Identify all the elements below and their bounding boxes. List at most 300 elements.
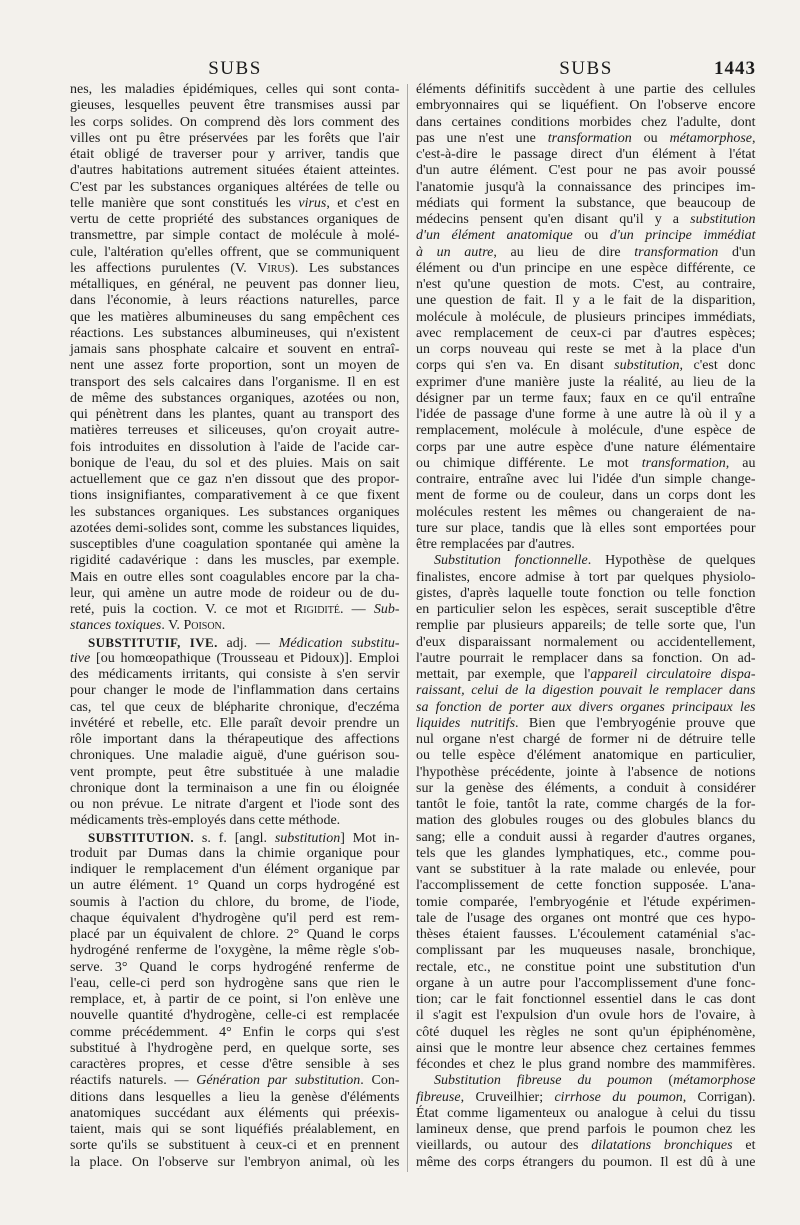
italic-run: Substitution fibreuse du poumon bbox=[434, 1073, 653, 1089]
text-line bbox=[416, 488, 756, 504]
text-line bbox=[70, 98, 400, 114]
text-run: qui pénètrent dans les plantes, quant au transport des bbox=[70, 407, 400, 422]
text-line bbox=[70, 358, 400, 374]
text-run: et bbox=[732, 1138, 756, 1154]
text-run: d'eux disparaissant normalement ou accidentellement, bbox=[416, 634, 756, 650]
text-line bbox=[70, 375, 400, 391]
text-run: Mais en outre elles sont coagulables encore par la cha- bbox=[70, 569, 400, 585]
text-run: comme précédemment. 4° Enfin le corps qui s'est bbox=[70, 1024, 400, 1040]
text-run: médicaments très-employés dans cette méthode. bbox=[70, 813, 341, 829]
line-content bbox=[70, 586, 400, 601]
text-run: désigner par un terme faux; faux en ce qu'il entraîne bbox=[416, 390, 756, 406]
line-content bbox=[416, 98, 756, 113]
line-content bbox=[416, 342, 756, 357]
text-run: anatomiques succédant aux éléments qui préexis- bbox=[70, 1105, 400, 1121]
text-line bbox=[416, 781, 756, 797]
line-content bbox=[70, 505, 400, 520]
text-line bbox=[416, 635, 756, 651]
text-run: hydrogéné renferme de l'oxygène, la même règle s'ob- bbox=[70, 943, 400, 959]
line-content bbox=[70, 1122, 400, 1137]
text-run: cas, tel que ceux de blépharite chronique, d'eczéma bbox=[70, 699, 400, 715]
text-run: invétéré et rebelle, etc. Elle paraît devoir prendre un bbox=[70, 715, 400, 731]
text-run: caractères propres, et cesse d'être sensible à ses bbox=[70, 1057, 400, 1072]
text-run: éléments définitifs succèdent à une partie des cellules bbox=[416, 82, 756, 97]
text-run: les substances organiques. Les substances organiques bbox=[70, 504, 400, 520]
italic-run: d'un principe immédiat bbox=[609, 228, 756, 244]
line-content bbox=[70, 813, 340, 828]
text-run: d'autres habitations autrement situées étaient atteintes. bbox=[70, 163, 400, 179]
text-line bbox=[416, 748, 756, 764]
line-content bbox=[70, 521, 400, 536]
text-run: sang; elle a conduit aussi à regarder d'autres organes, bbox=[416, 829, 756, 845]
text-run: l'idée de passage d'une forme à une autre là où il y a bbox=[416, 407, 756, 422]
line-content bbox=[70, 423, 400, 438]
text-run: élément ou d'un principe en une espèce différente, ce bbox=[416, 260, 756, 276]
text-line bbox=[416, 326, 756, 342]
text-run: placé par un équivalent de chlore. 2° Quand le corps bbox=[70, 927, 400, 942]
italic-run: transformation bbox=[634, 244, 719, 260]
text-run: tels que les glandes lymphatiques, etc., comme pou- bbox=[416, 845, 756, 861]
line-content bbox=[70, 992, 400, 1007]
italic-run: substitution bbox=[274, 830, 341, 846]
text-line bbox=[416, 423, 756, 439]
text-run: sur la genèse des éléments, a conduit à considérer bbox=[416, 780, 756, 796]
text-line bbox=[70, 440, 400, 456]
italic-run: Génération par substitution bbox=[196, 1073, 361, 1089]
text-line bbox=[70, 147, 400, 163]
text-run: tale de l'usage des organes ont montré que ces hypo- bbox=[416, 910, 756, 926]
text-run: contraire, entraîne avec lui l'idée d'un simple change- bbox=[416, 472, 756, 487]
text-line bbox=[416, 212, 756, 228]
text-line bbox=[70, 635, 400, 651]
text-run: rôle important dans la thérapeutique des affections bbox=[70, 732, 400, 747]
line-content bbox=[416, 895, 756, 910]
text-run: pas une n'est une bbox=[416, 130, 548, 146]
line-content bbox=[70, 212, 400, 227]
text-run: complissant par les muqueuses nasale, bronchique, bbox=[416, 943, 756, 959]
text-line bbox=[416, 196, 756, 212]
text-run: soumis à l'action du chlore, du brome, de l'iode, bbox=[70, 894, 400, 910]
text-run: [ou homœopathique (Trousseau et Pidoux)]. Emploi bbox=[90, 650, 400, 666]
text-run: ). Les substances bbox=[290, 260, 400, 276]
line-content bbox=[70, 147, 400, 162]
line-content bbox=[70, 700, 400, 715]
text-run: ditions dans lesquelles a lieu la genèse d'éléments bbox=[70, 1089, 400, 1105]
text-line bbox=[416, 1155, 756, 1171]
text-run: vieillards, ou autour des bbox=[416, 1138, 592, 1154]
text-line bbox=[70, 326, 400, 342]
text-run: jamais sans phosphate calcaire et souvent en entraî- bbox=[70, 342, 400, 357]
text-run: finalistes, encore admise à tort par quelques physiolo- bbox=[416, 569, 756, 585]
text-run: nul organe n'est chargé de former ni de détruire telle bbox=[416, 732, 756, 747]
text-line bbox=[70, 1057, 400, 1073]
text-line bbox=[416, 537, 756, 553]
text-line bbox=[416, 700, 756, 716]
text-run: réactions. Les substances albumineuses, qui n'existent bbox=[70, 325, 400, 341]
text-line bbox=[416, 976, 756, 992]
line-content bbox=[416, 862, 756, 877]
text-run: . Bien que l'embryogénie prouve que bbox=[515, 715, 756, 731]
text-run: les affections purulentes (V. bbox=[70, 260, 258, 276]
text-line bbox=[416, 245, 756, 261]
text-run: . Hypothèse de quelques bbox=[587, 553, 756, 569]
line-content bbox=[70, 1025, 400, 1040]
text-run: être remplacées par d'autres. bbox=[416, 537, 575, 552]
text-run: dans l'économie, à leurs réactions naturelles, parce bbox=[70, 293, 400, 309]
text-run: même des corps étrangers du poumon. Il est dû à une bbox=[416, 1154, 756, 1170]
text-line bbox=[416, 667, 756, 683]
text-line bbox=[416, 147, 756, 163]
text-line bbox=[70, 570, 400, 586]
text-line bbox=[70, 927, 400, 943]
line-content bbox=[416, 960, 756, 975]
line-content bbox=[70, 683, 400, 698]
text-run: fécondes et chez le plus grand nombre des mammifères. bbox=[416, 1057, 756, 1072]
italic-run: raissant, celui de la digestion pouvait le remplacer dans bbox=[416, 683, 756, 699]
text-line bbox=[70, 521, 400, 537]
text-run: d'un autre élément. C'est pour ne pas avoir poussé bbox=[416, 163, 756, 179]
line-content bbox=[70, 456, 400, 471]
line-content bbox=[416, 147, 756, 162]
line-content bbox=[70, 1155, 400, 1170]
small-caps-reference: Poison bbox=[183, 618, 222, 634]
text-line bbox=[416, 992, 756, 1008]
line-content bbox=[416, 180, 756, 195]
italic-run: Sub- bbox=[373, 602, 400, 617]
text-line bbox=[416, 960, 756, 976]
text-line bbox=[416, 407, 756, 423]
line-content bbox=[70, 943, 400, 958]
line-content bbox=[416, 976, 756, 991]
line-content bbox=[416, 797, 756, 812]
line-content bbox=[70, 391, 400, 406]
text-run: , c'est donc bbox=[679, 358, 756, 374]
text-run: molécules restent les mêmes ou changeraient de na- bbox=[416, 504, 756, 520]
text-line bbox=[416, 1138, 756, 1154]
text-run: nent une assez forte proportion, sont un moyen de bbox=[70, 358, 400, 374]
text-run: ou non prévue. Le nitrate d'argent et l'iode sont des bbox=[70, 797, 400, 812]
text-line bbox=[416, 391, 756, 407]
text-line bbox=[70, 228, 400, 244]
text-run: corps qui s'en va. En disant bbox=[416, 358, 615, 374]
italic-run: appareil circulatoire dispa- bbox=[590, 667, 756, 682]
italic-run: métamorphose bbox=[673, 1073, 756, 1089]
line-content bbox=[416, 423, 756, 438]
italic-run: cirrhose du poumon bbox=[554, 1089, 683, 1105]
italic-run: substitution bbox=[690, 212, 756, 227]
line-content bbox=[416, 732, 756, 747]
text-line bbox=[416, 358, 756, 374]
text-line bbox=[416, 570, 756, 586]
headword: SUBSTITUTION. bbox=[88, 829, 194, 845]
italic-run: fibreuse bbox=[416, 1089, 461, 1105]
text-line bbox=[416, 472, 756, 488]
text-run: la place. On l'observe sur l'embryon animal, où les bbox=[70, 1154, 400, 1170]
text-line bbox=[70, 700, 400, 716]
line-content bbox=[70, 570, 400, 585]
line-content bbox=[416, 277, 756, 292]
text-run: médecins pensent qu'en disant qu'il y a bbox=[416, 212, 691, 227]
line-content bbox=[70, 180, 400, 195]
line-content bbox=[416, 115, 756, 130]
line-content bbox=[70, 228, 400, 243]
line-content bbox=[416, 1008, 756, 1023]
text-run: c'est-à-dire le passage direct d'un élément à l'état bbox=[416, 147, 756, 162]
line-content bbox=[416, 748, 756, 763]
text-line bbox=[70, 391, 400, 407]
line-content bbox=[434, 1073, 756, 1088]
text-line bbox=[70, 277, 400, 293]
line-content bbox=[416, 651, 756, 666]
line-content bbox=[70, 1041, 400, 1056]
line-content bbox=[70, 115, 400, 130]
text-line bbox=[416, 1073, 756, 1089]
text-line bbox=[70, 342, 400, 358]
text-run: chroniques. Une maladie aiguë, d'une guérison sou- bbox=[70, 748, 400, 764]
text-line bbox=[70, 960, 400, 976]
line-content bbox=[70, 472, 400, 487]
text-line bbox=[70, 407, 400, 423]
text-run: tions insignifiantes, comparativement à ce que fixent bbox=[70, 488, 400, 504]
text-run: vant se substituer à la rate malade ou enlevée, pour bbox=[416, 862, 756, 877]
text-run: les corps solides. On comprend dès lors comment des bbox=[70, 114, 400, 130]
text-run: telle manière que sont constitués les bbox=[70, 195, 299, 211]
line-content bbox=[416, 228, 756, 243]
line-content bbox=[416, 878, 756, 893]
text-run: ( bbox=[652, 1073, 674, 1089]
line-content bbox=[416, 1090, 756, 1105]
text-line bbox=[70, 212, 400, 228]
line-content bbox=[416, 911, 756, 926]
text-run: transmettre, par simple contact de molécule à molé- bbox=[70, 228, 400, 244]
text-run: gistes, d'après laquelle toute fonction ou telle fonction bbox=[416, 585, 756, 601]
text-run: vertu de cette propriété des substances organiques de bbox=[70, 212, 400, 227]
italic-run: liquides nutritifs bbox=[416, 715, 516, 731]
text-line bbox=[416, 732, 756, 748]
line-content bbox=[416, 1041, 756, 1056]
line-content bbox=[416, 830, 756, 845]
text-run: vent prompte, peut être substituée à une maladie bbox=[70, 764, 400, 780]
line-content bbox=[70, 1090, 400, 1105]
text-line bbox=[70, 1138, 400, 1154]
line-content bbox=[70, 927, 400, 942]
text-run: molécule à molécule, de plusieurs principes immédiats, bbox=[416, 309, 756, 325]
text-run: , au lieu de dire bbox=[493, 244, 635, 260]
text-run: ture sur place, tandis que là elles sont emportées pour bbox=[416, 520, 756, 536]
line-content bbox=[70, 1138, 400, 1153]
italic-run: transformation bbox=[547, 130, 632, 146]
text-line bbox=[416, 927, 756, 943]
text-line bbox=[70, 1025, 400, 1041]
line-content bbox=[416, 1057, 756, 1072]
running-head-right: SUBS bbox=[559, 58, 613, 79]
text-run: chronique dont la terminaison a une fin ou éloignée bbox=[70, 780, 400, 796]
line-content bbox=[416, 131, 756, 146]
text-run: ou chimique différente. Le mot bbox=[416, 455, 642, 471]
line-content bbox=[70, 488, 400, 503]
text-run: tion; car le fait fonctionnel essentiel dans le cas dont bbox=[416, 992, 756, 1007]
line-content bbox=[70, 797, 400, 812]
page-number: 1443 bbox=[714, 58, 756, 79]
text-run: C'est par les substances organiques altérées de telle ou bbox=[70, 179, 400, 195]
text-run: , et c'est en bbox=[326, 195, 400, 211]
text-line bbox=[416, 765, 756, 781]
line-content bbox=[70, 862, 400, 877]
text-line bbox=[70, 651, 400, 667]
line-content bbox=[70, 407, 400, 422]
line-content bbox=[70, 1057, 400, 1072]
text-line bbox=[70, 180, 400, 196]
text-line bbox=[416, 98, 756, 114]
line-content bbox=[70, 163, 400, 178]
text-run: pour changer le mode de l'inflammation dans certains bbox=[70, 683, 400, 699]
text-line bbox=[416, 131, 756, 147]
text-line bbox=[70, 976, 400, 992]
line-content bbox=[416, 196, 756, 211]
line-content bbox=[416, 245, 756, 260]
text-line bbox=[70, 765, 400, 781]
text-line bbox=[416, 310, 756, 326]
text-line bbox=[70, 813, 400, 829]
text-line bbox=[416, 1106, 756, 1122]
text-line bbox=[416, 1090, 756, 1106]
text-run: reté, puis la coction. V. ce mot et bbox=[70, 602, 294, 617]
text-run: . bbox=[221, 618, 226, 634]
text-line bbox=[70, 732, 400, 748]
line-content bbox=[88, 636, 400, 651]
text-line bbox=[416, 1041, 756, 1057]
text-line bbox=[416, 1025, 756, 1041]
text-line bbox=[70, 683, 400, 699]
text-run: remplacement, molécule à molécule, d'une espèce de bbox=[416, 423, 756, 439]
line-content bbox=[416, 310, 756, 325]
text-run: mettait, par exemple, que l' bbox=[416, 667, 591, 682]
text-run: l'accomplissement de cette fonction supposée. L'ana- bbox=[416, 878, 756, 894]
line-content bbox=[70, 716, 400, 731]
text-run: tomie comparée, l'embryogénie et l'étude expérimen- bbox=[416, 894, 756, 910]
text-run: de même des substances organiques, azotées ou non, bbox=[70, 390, 400, 406]
text-line bbox=[70, 911, 400, 927]
text-run: chaque équivalent d'hydrogène qu'il perd est rem- bbox=[70, 910, 400, 926]
text-line bbox=[416, 602, 756, 618]
line-content bbox=[416, 992, 756, 1007]
italic-run: sa fonction de porter aux divers organes principaux les bbox=[416, 699, 756, 715]
text-run: ou telle espèce d'élément anatomique en particulier, bbox=[416, 748, 756, 764]
text-line bbox=[70, 1008, 400, 1024]
line-content bbox=[70, 765, 400, 780]
text-line bbox=[70, 1073, 400, 1089]
text-run: l'autre pourrait le remplacer dans sa fonction. On ad- bbox=[416, 650, 756, 666]
italic-run: substitution bbox=[614, 358, 680, 374]
text-line bbox=[70, 586, 400, 602]
line-content bbox=[70, 781, 400, 796]
line-content bbox=[416, 667, 756, 682]
line-content bbox=[88, 831, 399, 846]
line-content bbox=[70, 960, 400, 975]
text-run: . Con- bbox=[360, 1073, 400, 1089]
line-content bbox=[70, 911, 400, 926]
text-run: embryonnaires qui se liquéfient. On l'observe encore bbox=[416, 98, 756, 114]
running-head-left: SUBS bbox=[208, 58, 262, 79]
text-line bbox=[70, 1041, 400, 1057]
text-run: adj. — bbox=[217, 635, 279, 651]
line-content bbox=[416, 375, 756, 390]
column-divider bbox=[407, 84, 408, 1172]
line-content bbox=[70, 310, 400, 325]
text-line bbox=[416, 82, 756, 98]
line-content bbox=[416, 1155, 756, 1170]
line-content bbox=[70, 131, 400, 146]
text-line bbox=[416, 228, 756, 244]
text-run: corps par une autre espèce d'une nature élémentaire bbox=[416, 439, 756, 455]
line-content bbox=[416, 488, 756, 503]
text-run: n'est qu'une question de mots. C'est, au contraire, bbox=[416, 277, 756, 292]
text-line bbox=[416, 163, 756, 179]
text-line bbox=[70, 131, 400, 147]
line-content bbox=[416, 1122, 756, 1137]
text-line bbox=[70, 943, 400, 959]
line-content bbox=[70, 1073, 400, 1088]
text-line bbox=[416, 830, 756, 846]
text-run: État comme ligamenteux ou analogue à celui du tissu bbox=[416, 1105, 756, 1121]
text-run: troduit par Dumas dans la chimie organique pour bbox=[70, 845, 400, 861]
text-line bbox=[416, 618, 756, 634]
text-line bbox=[416, 846, 756, 862]
italic-run: Médication substitu- bbox=[278, 635, 400, 651]
text-line bbox=[70, 878, 400, 894]
line-content bbox=[416, 293, 756, 308]
italic-run: tive bbox=[70, 650, 91, 666]
text-line bbox=[70, 716, 400, 732]
line-content bbox=[70, 293, 400, 308]
text-line bbox=[70, 310, 400, 326]
text-run: un autre élément. 1° Quand un corps hydrogéné est bbox=[70, 878, 400, 894]
text-run: ] Mot in- bbox=[340, 830, 400, 846]
text-line bbox=[70, 1122, 400, 1138]
text-run: fois introduites en dissolution à l'aide de l'acide car- bbox=[70, 439, 400, 455]
text-line bbox=[70, 196, 400, 212]
text-line bbox=[416, 911, 756, 927]
text-run: substitué à l'hydrogène perd, en quelque sorte, ses bbox=[70, 1040, 400, 1056]
text-run: azotées demi-solides sont, comme les substances liquides, bbox=[70, 520, 400, 536]
text-line bbox=[416, 456, 756, 472]
line-content bbox=[70, 196, 400, 211]
text-line bbox=[70, 423, 400, 439]
text-run: était obligé de traverser pour y arriver, tandis que bbox=[70, 147, 400, 162]
italic-run: virus bbox=[298, 195, 327, 211]
text-line bbox=[416, 342, 756, 358]
text-run: il s'agit est l'expulsion d'un ovule hors de l'ovaire, à bbox=[416, 1008, 756, 1024]
line-content bbox=[416, 358, 756, 373]
text-run: transport des sels calcaires dans l'organisme. Il en est bbox=[70, 374, 400, 390]
text-line bbox=[70, 748, 400, 764]
text-run: remplace, et, à partir de ce point, si l'on enlève une bbox=[70, 992, 400, 1007]
text-line bbox=[416, 943, 756, 959]
text-run: matières terreuses et siliceuses, qu'on croyait autre- bbox=[70, 423, 400, 439]
text-line bbox=[416, 1057, 756, 1073]
italic-run: Substitution fonctionnelle bbox=[434, 553, 588, 569]
text-line bbox=[70, 602, 400, 618]
line-content bbox=[416, 683, 756, 698]
text-line bbox=[416, 895, 756, 911]
line-content bbox=[416, 716, 756, 731]
line-content bbox=[70, 732, 400, 747]
text-line bbox=[70, 163, 400, 179]
text-line bbox=[70, 115, 400, 131]
text-run: nes, les maladies épidémiques, celles qui sont conta- bbox=[70, 82, 400, 97]
text-line bbox=[70, 846, 400, 862]
text-run: dans certaines conditions morbides chez l'adulte, dont bbox=[416, 114, 756, 130]
